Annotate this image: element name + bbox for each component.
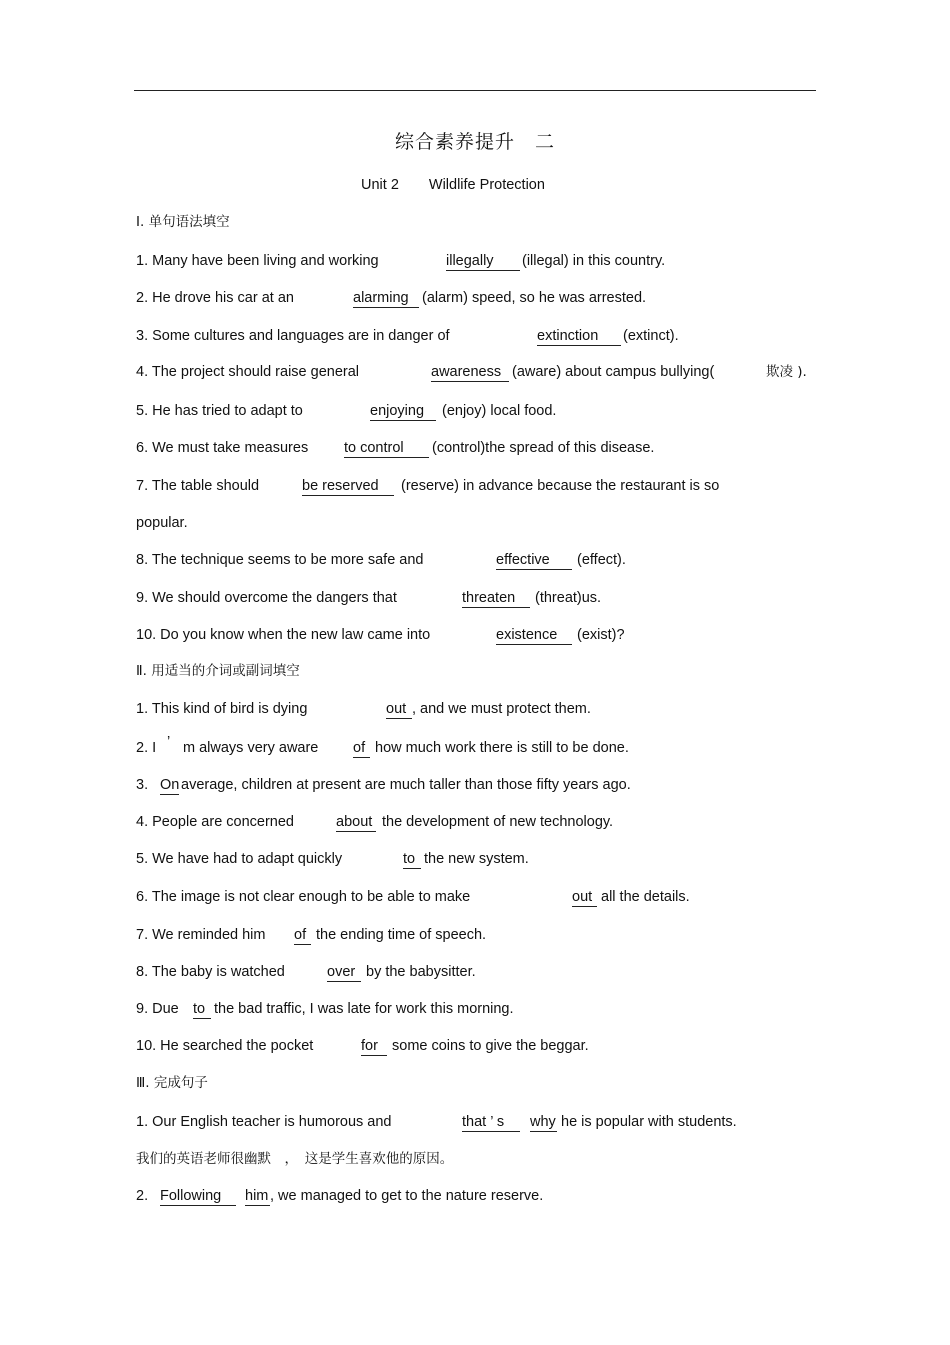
- question-2-8: 8. The baby is watched: [136, 964, 285, 980]
- section-heading-1: Ⅰ. 单句语法填空: [136, 214, 230, 230]
- answer-2-8: over: [327, 963, 361, 982]
- question-2-4: 4. People are concerned: [136, 814, 294, 830]
- unit-title: Wildlife Protection: [428, 177, 545, 193]
- question-1-4-gloss: 欺凌 ).: [766, 364, 807, 380]
- question-1-1: 1. Many have been living and working: [136, 253, 379, 269]
- answer-1-10: existence: [496, 626, 572, 645]
- answer-2-10: for: [361, 1037, 387, 1056]
- question-1-5-tail: (enjoy) local food.: [442, 403, 557, 419]
- question-3-2-tail: , we managed to get to the nature reserve.: [270, 1188, 544, 1204]
- question-2-4-tail: the development of new technology.: [382, 814, 614, 830]
- answer-3-1b: why: [530, 1114, 556, 1130]
- answer-1-9: threaten: [462, 589, 530, 608]
- question-1-6-tail: (control)the spread of this disease.: [432, 440, 655, 456]
- question-1-9: 9. We should overcome the dangers that: [136, 590, 397, 606]
- question-1-2: 2. He drove his car at an: [136, 290, 294, 306]
- page-title: 综合素养提升 二: [394, 131, 555, 153]
- question-1-1-tail: (illegal) in this country.: [522, 253, 666, 269]
- question-2-6: 6. The image is not clear enough to be able to make: [136, 889, 471, 905]
- question-2-1-tail: , and we must protect them.: [412, 701, 591, 717]
- question-1-5: 5. He has tried to adapt to: [136, 403, 303, 419]
- answer-2-5: to: [403, 850, 421, 869]
- answer-1-8: effective: [496, 551, 572, 570]
- question-1-4-tail: (aware) about campus bullying(: [512, 364, 715, 380]
- answer-1-3: extinction: [537, 327, 621, 346]
- question-2-2: 2. I: [136, 740, 157, 756]
- question-1-4: 4. The project should raise general: [136, 364, 360, 380]
- question-1-7-cont: popular.: [136, 515, 188, 531]
- unit-heading: [361, 176, 545, 194]
- answer-3-2b: him: [245, 1188, 269, 1204]
- header-rule: [134, 90, 816, 91]
- question-2-3-tail: average, children at present are much taller than those fifty years ago.: [181, 777, 631, 793]
- question-1-8-tail: (effect).: [577, 552, 626, 568]
- answer-2-9: to: [193, 1000, 211, 1019]
- question-1-6: 6. We must take measures: [136, 440, 309, 456]
- question-2-5-tail: the new system.: [424, 851, 529, 867]
- answer-1-7: be reserved: [302, 477, 394, 496]
- question-1-3-tail: (extinct).: [623, 328, 679, 344]
- answer-1-6: to control: [344, 439, 429, 458]
- question-2-2-mid: m always very aware: [183, 740, 319, 756]
- answer-1-4: awareness: [431, 363, 509, 382]
- question-1-7-tail: (reserve) in advance because the restaurant is so: [401, 478, 720, 494]
- answer-1-2: alarming: [353, 289, 419, 308]
- answer-2-3: On: [160, 777, 180, 793]
- question-2-8-tail: by the babysitter.: [366, 964, 476, 980]
- question-3-1-translation: 我们的英语老师很幽默 ， 这是学生喜欢他的原因。: [136, 1151, 454, 1167]
- question-3-1-tail: he is popular with students.: [561, 1114, 737, 1130]
- question-2-9: 9. Due: [136, 1001, 179, 1017]
- question-1-9-tail: (threat)us.: [535, 590, 602, 606]
- unit-number: Unit 2: [361, 177, 399, 193]
- question-2-7-tail: the ending time of speech.: [316, 927, 487, 943]
- question-2-3: 3.: [136, 777, 149, 793]
- question-2-7: 7. We reminded him: [136, 927, 266, 943]
- answer-2-1: out: [386, 700, 412, 719]
- question-3-2: 2.: [136, 1188, 149, 1204]
- answer-1-5: enjoying: [370, 402, 436, 421]
- question-2-5: 5. We have had to adapt quickly: [136, 851, 343, 867]
- section-heading-2: Ⅱ. 用适当的介词或副词填空: [136, 663, 300, 679]
- question-2-2-apostrophe: ’: [167, 734, 171, 750]
- question-2-9-tail: the bad traffic, I was late for work this morning.: [214, 1001, 514, 1017]
- question-2-10-tail: some coins to give the beggar.: [392, 1038, 589, 1054]
- question-2-2-tail: how much work there is still to be done.: [375, 740, 629, 756]
- answer-2-2: of: [353, 739, 370, 758]
- question-1-10-tail: (exist)?: [577, 627, 625, 643]
- question-2-1: 1. This kind of bird is dying: [136, 701, 308, 717]
- answer-3-2a: Following: [160, 1187, 236, 1206]
- question-1-8: 8. The technique seems to be more safe and: [136, 552, 424, 568]
- answer-2-4: about: [336, 813, 376, 832]
- question-2-10: 10. He searched the pocket: [136, 1038, 314, 1054]
- answer-2-6: out: [572, 888, 597, 907]
- answer-2-7: of: [294, 926, 311, 945]
- answer-1-1: illegally: [446, 252, 520, 271]
- question-1-7: 7. The table should: [136, 478, 260, 494]
- question-1-3: 3. Some cultures and languages are in danger of: [136, 328, 450, 344]
- section-heading-3: Ⅲ. 完成句子: [136, 1075, 208, 1091]
- question-3-1: 1. Our English teacher is humorous and: [136, 1114, 392, 1130]
- question-2-6-tail: all the details.: [601, 889, 690, 905]
- answer-3-1a: that ’ s: [462, 1113, 520, 1132]
- question-1-2-tail: (alarm) speed, so he was arrested.: [422, 290, 647, 306]
- question-1-10: 10. Do you know when the new law came into: [136, 627, 431, 643]
